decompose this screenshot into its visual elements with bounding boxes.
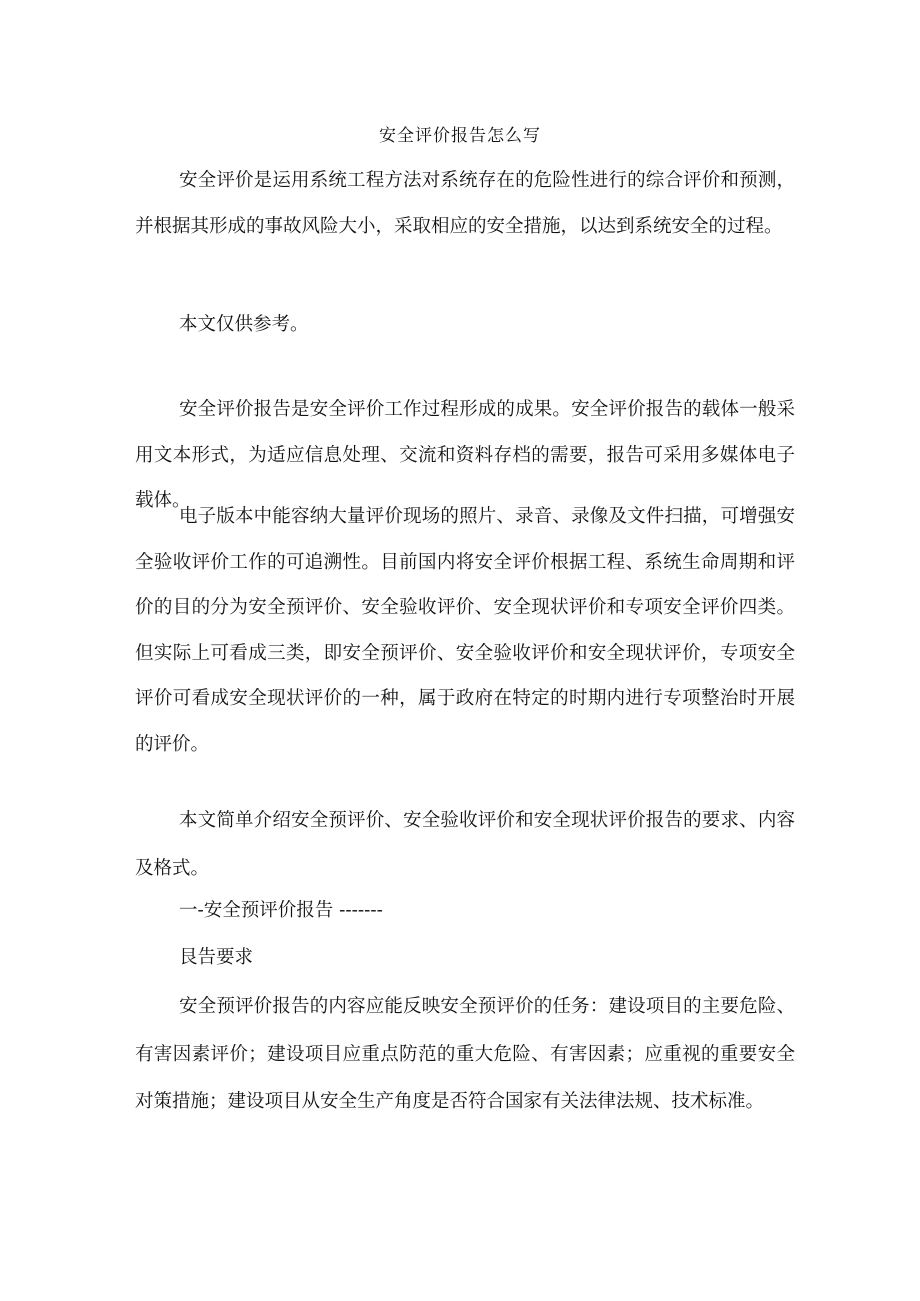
document-title: 安全评价报告怎么写: [379, 126, 541, 146]
paragraph-report-carrier: 安全评价报告是安全评价工作过程形成的成果。安全评价报告的载体一般采用文本形式，为适应信息处理、交流和资料存档的需要，报告可采用多媒体电子载体。: [135, 399, 795, 511]
paragraph-introduction: 本文简单介绍安全预评价、安全验收评价和安全现状评价报告的要求、内容及格式。: [135, 810, 795, 879]
section-heading-pre-evaluation: 一-安全预评价报告 -------: [179, 900, 383, 921]
subsection-heading-requirements: 艮告要求: [179, 947, 254, 968]
paragraph-reference-note: 本文仅供参考。: [179, 314, 309, 335]
paragraph-definition: 安全评价是运用系统工程方法对系统存在的危险性进行的综合评价和预测，并根据其形成的事故风险大小，采取相应的安全措施，以达到系统安全的过程。: [135, 170, 795, 237]
paragraph-report-content: 安全预评价报告的内容应能反映安全预评价的任务：建设项目的主要危险、有害因素评价；建设项目应重点防范的重大危险、有害因素；应重视的重要安全对策措施；建设项目从安全生产角度是否符合国家有关法律法规、技术标准。: [135, 996, 795, 1112]
paragraph-evaluation-types: 电子版本中能容纳大量评价现场的照片、录音、录像及文件扫描，可增强安全验收评价工作的可追溯性。目前国内将安全评价根据工程、系统生命周期和评价的目的分为安全预评价、安全验收评价、安全现状评价和专项安全评价四类。但实际上可看成三类，即安全预评价、安全验收评价和安全现状评价，专项安全评价可看成安全现状评价的一种，属于政府在特定的时期内进行专项整治时开展的评价。: [135, 506, 795, 755]
